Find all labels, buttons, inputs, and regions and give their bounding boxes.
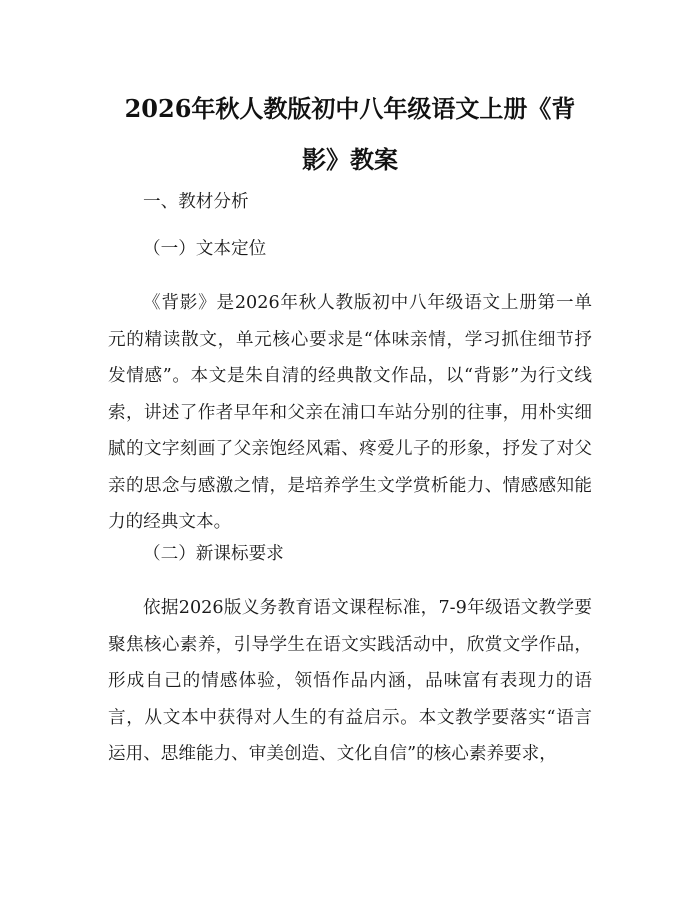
subsection-heading-text-positioning: （一）文本定位 [143, 239, 267, 259]
paragraph-text-positioning: 《背影》是2026年秋人教版初中八年级语文上册第一单元的精读散文，单元核心要求是“体味亲情，学习抓住细节抒发情感”。本文是朱自清的经典散文作品，以“背影”为行文线索，讲述了作者早年和父亲在浦口车站分别的往事，用朴实细腻的文字刻画了父亲饱经风霜、疼爱儿子的形象，抒发了对父亲的思念与感激之情，是培养学生文学赏析能力、情感感知能力的经典文本。 [108, 293, 592, 532]
subsection-heading-curriculum-requirements: （二）新课标要求 [143, 544, 284, 564]
paragraph-curriculum-requirements: 依据2026版义务教育语文课程标准，7-9年级语文教学要聚焦核心素养，引导学生在语文实践活动中，欣赏文学作品，形成自己的情感体验，领悟作品内涵，品味富有表现力的语言，从文本中获得对人生的有益启示。本文教学要落实“语言运用、思维能力、审美创造、文化自信”的核心素养要求， [108, 598, 592, 764]
document-title: 2026年秋人教版初中八年级语文上册《背影》教案 [124, 94, 576, 174]
section-heading-teaching-material-analysis: 一、教材分析 [143, 192, 249, 212]
